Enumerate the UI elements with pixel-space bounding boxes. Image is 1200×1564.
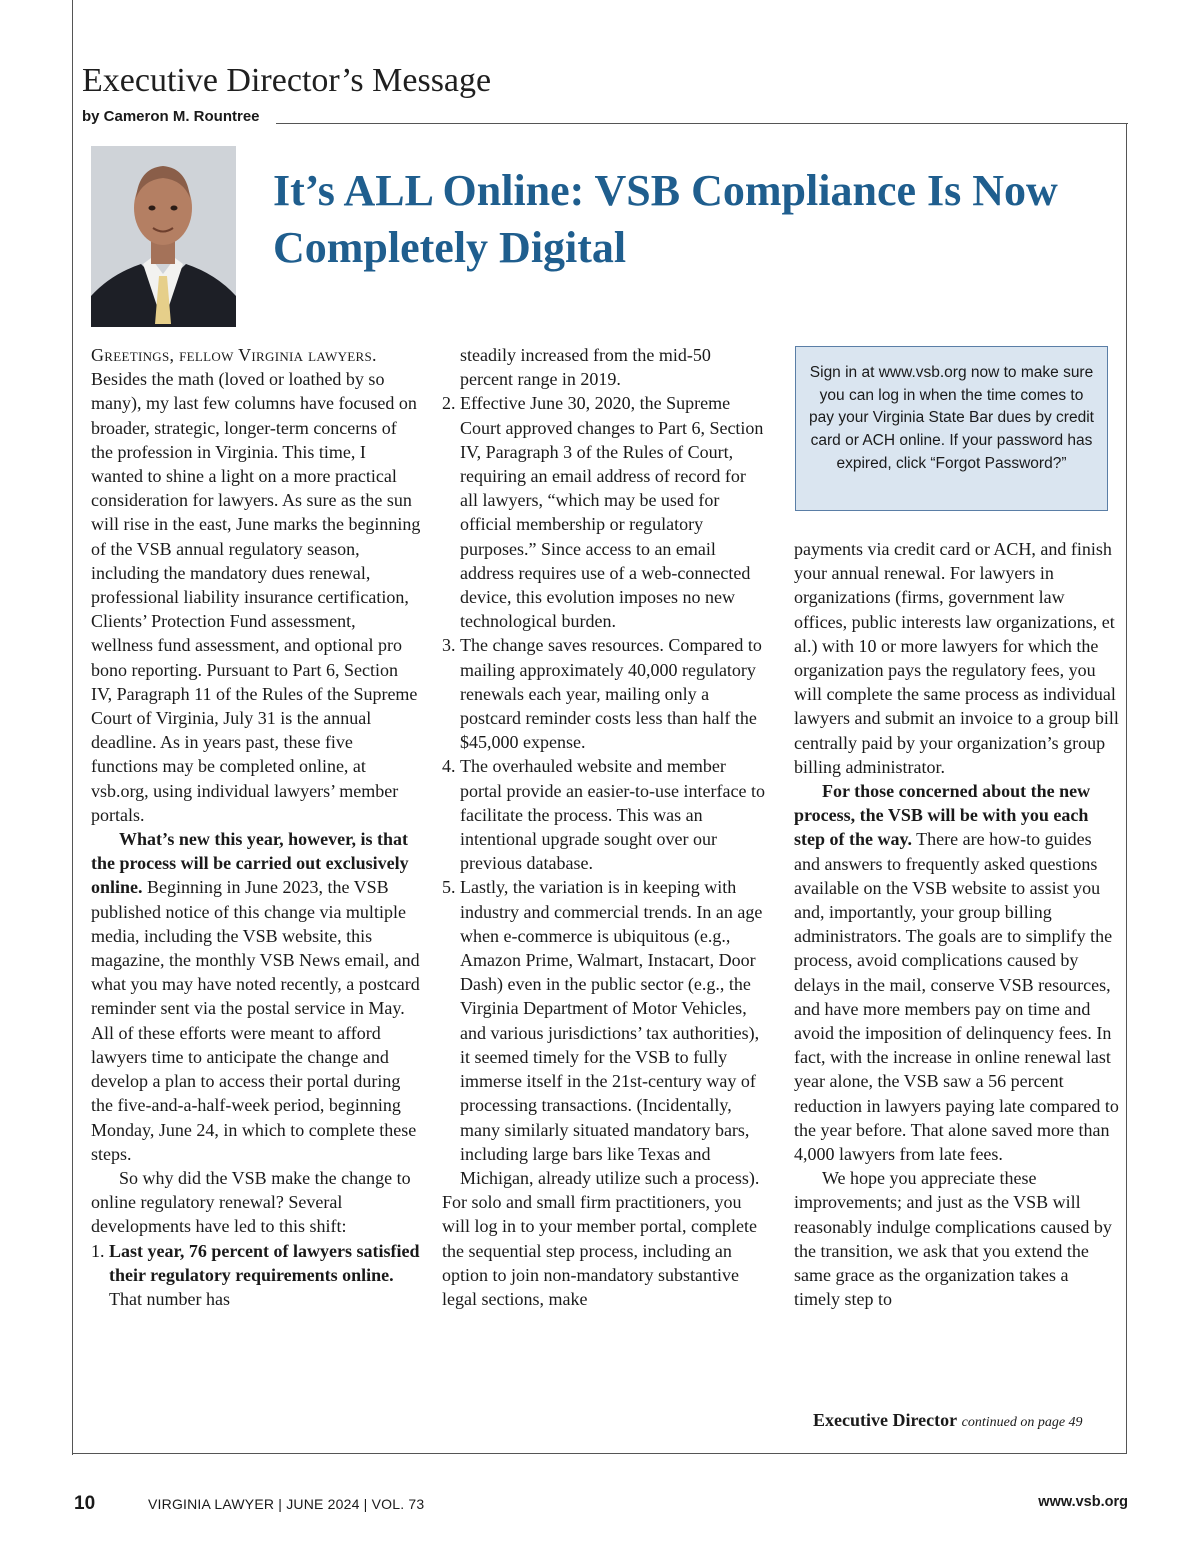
- list-item-text: The overhauled website and member portal provide an easier-to-use interface to facilitate the process. This was an intentional upgrade sought over our previous database.: [460, 756, 765, 874]
- article-column-1: [91, 343, 421, 1311]
- list-item-text: That number has: [109, 1288, 230, 1309]
- page-number: 10: [74, 1493, 96, 1514]
- paragraph-bold-lead: What’s new this year, however, is that the process will be carried out exclusively online.: [91, 829, 409, 898]
- author-photo: [91, 146, 236, 327]
- list-item-continued: [442, 343, 767, 391]
- list-item: [91, 1239, 421, 1312]
- list-number: 4.: [442, 756, 456, 777]
- paragraph: So why did the VSB make the change to online regulatory renewal? Several developments have led to this shift:: [91, 1167, 411, 1237]
- paragraph: payments via credit card or ACH, and finish your annual renewal. For lawyers in organizations (firms, government law offices, public interests law organizations, et al.) with 10 or more lawyers for which the organization pays the regulatory fees, you will complete the same process as individual lawyers and submit an invoice to a group bill centrally paid by your organization’s group billing administrator.: [794, 539, 1119, 777]
- paragraph-text: There are how-to guides and answers to frequently asked questions available on the VSB website to assist you and, importantly, your group billing administrators. The goals are to simplify the process, avoid complications caused by delays in the mail, conserve VSB resources, and have more members pay on time and avoid the imposition of delinquency fees. In fact, with the increase in online renewal last year alone, the VSB saw a 56 percent reduction in lawyers paying late compared to the year before. That alone saved more than 4,000 lawyers from late fees.: [794, 829, 1119, 1165]
- article-column-3: [794, 537, 1119, 1312]
- continued-reference: [813, 1410, 1083, 1431]
- byline: by Cameron M. Rountree: [82, 108, 260, 125]
- continued-page-ref: continued on page 49: [961, 1415, 1083, 1430]
- footer-url: www.vsb.org: [1038, 1494, 1128, 1510]
- list-item-text: Lastly, the variation is in keeping with industry and commercial trends. In an age when e-commerce is ubiquitous (e.g., Amazon Prime, Walmart, Instacart, Door Dash) even in the public sector (e.g., the Virginia Department of Motor Vehicles, and various jurisdictions’ tax authorities), it seemed timely for the VSB to fully immerse itself in the 21st-century way of processing transactions. (Incidentally, many similarly situated mandatory bars, including large bars like Texas and Michigan, already utilize such a process).: [460, 877, 763, 1188]
- developments-list-continued: [442, 343, 767, 1190]
- callout-box: Sign in at www.vsb.org now to make sure you can log in when the time comes to pay your Virginia State Bar dues by credit card or ACH online. If your password has expired, click “Forgot Password?”: [795, 346, 1108, 511]
- list-number: 3.: [442, 635, 456, 656]
- developments-list: [91, 1239, 421, 1312]
- paragraph-text: Besides the math (loved or loathed by so many), my last few columns have focused on broader, strategic, longer-term concerns of the profession in Virginia. This time, I wanted to shine a light on a more practical consideration for lawyers. As sure as the sun will rise in the east, June marks the beginning of the VSB annual regulatory season, including the mandatory dues renewal, professional liability insurance certification, Clients’ Protection Fund assessment, wellness fund assessment, and optional pro bono reporting. Pursuant to Part 6, Section IV, Paragraph 11 of the Rules of the Supreme Court of Virginia, July 31 is the annual deadline. As in years past, these five functions may be completed online, at vsb.org, using individual lawyers’ member portals.: [91, 369, 421, 825]
- article-headline: It’s ALL Online: VSB Compliance Is Now Completely Digital: [273, 166, 1058, 272]
- paragraph: [91, 827, 421, 1166]
- list-number: 1.: [91, 1240, 105, 1261]
- section-title: Executive Director’s Message: [82, 62, 492, 99]
- paragraph: [91, 343, 421, 827]
- lead-in: Greetings, fellow Virginia lawyers.: [91, 345, 377, 365]
- article-column-2: [442, 343, 767, 1311]
- author-portrait-icon: [91, 146, 236, 327]
- list-item: [442, 633, 767, 754]
- paragraph-text: Beginning in June 2023, the VSB published notice of this change via multiple media, including the VSB website, this magazine, the monthly VSB News email, and what you may have noted recently, a postcard reminder sent via the postal service in May. All of these efforts were meant to afford lawyers time to anticipate the change and develop a plan to access their portal during the five-and-a-half-week period, beginning Monday, June 24, in which to complete these steps.: [91, 877, 420, 1164]
- list-item: [442, 391, 767, 633]
- paragraph: [794, 779, 1119, 1166]
- list-item-text: Effective June 30, 2020, the Supreme Court approved changes to Part 6, Section IV, Paragraph 3 of the Rules of Court, requiring an email address of record for all lawyers, “which may be used for official membership or regulatory purposes.” Since access to an email address requires use of a web-connected device, this evolution imposes no new technological burden.: [460, 393, 764, 632]
- list-item: [442, 875, 767, 1190]
- list-item-text: steadily increased from the mid-50 percent range in 2019.: [460, 345, 711, 390]
- list-item: [442, 754, 767, 875]
- paragraph: For solo and small firm practitioners, you will log in to your member portal, complete the sequential step process, including an option to join non-mandatory substantive legal sections, make: [442, 1192, 757, 1309]
- list-number: 5.: [442, 877, 456, 898]
- publication-info: VIRGINIA LAWYER | JUNE 2024 | VOL. 73: [148, 1496, 425, 1512]
- paragraph-bold-lead: For those concerned about the new process, the VSB will be with you each step of the way.: [794, 781, 1091, 850]
- list-item-bold: Last year, 76 percent of lawyers satisfied their regulatory requirements online.: [109, 1240, 420, 1285]
- list-number: 2.: [442, 393, 456, 414]
- continued-label: Executive Director: [813, 1410, 958, 1430]
- paragraph: We hope you appreciate these improvements; and just as the VSB will reasonably indulge complications caused by the transition, we ask that you extend the same grace as the organization takes a timely step to: [794, 1168, 1112, 1310]
- list-item-text: The change saves resources. Compared to mailing approximately 40,000 regulatory renewals each year, mailing only a postcard reminder costs less than half the $45,000 expense.: [460, 635, 762, 753]
